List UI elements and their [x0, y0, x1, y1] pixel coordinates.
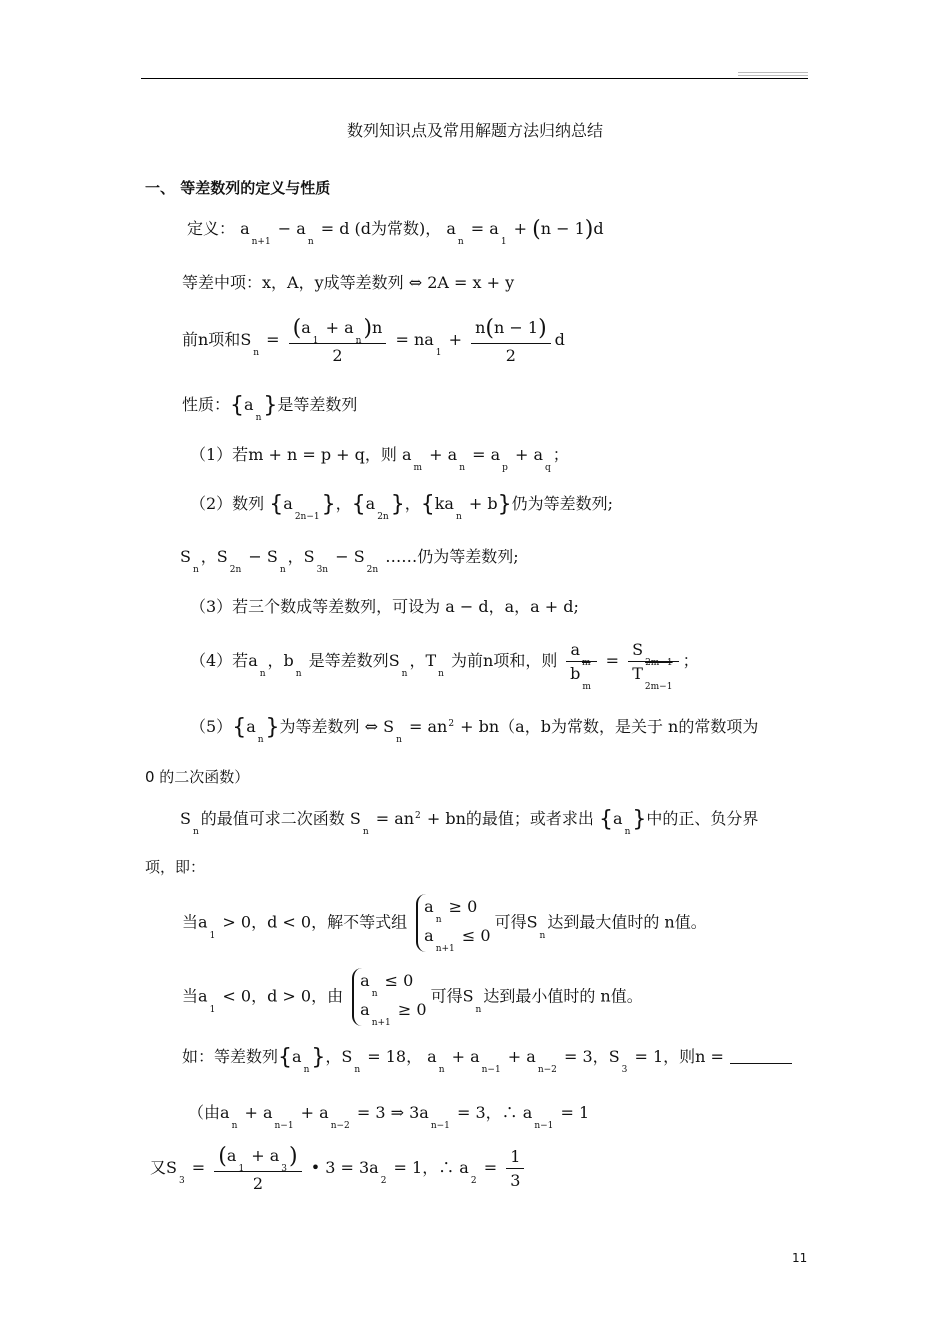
property-4: （4）若$a_n$，$b_n$ 是等差数列$S_n$，$T_n$ 为前n项和，则 $\frac{a_m}{b_m}$ = $\frac{S_{2m-1}}{T_{2m-1}}$ ； — [190, 640, 699, 692]
case-max-label: 当 — [182, 912, 199, 932]
property-1-condition: m + n = p + q，则 — [248, 445, 397, 464]
definition-line: 定义： $a_{n+1} - a_n = d$ (d为常数)， $a_n = a_1 + (n - 1)d$ — [187, 217, 604, 247]
fraction: $\frac{1}{3}$ — [506, 1147, 524, 1190]
property-1-label: （1）若 — [190, 445, 249, 464]
property-5-continuation: 0 的二次函数） — [145, 768, 250, 786]
solution-2-eq: = 1，∴ a — [393, 1158, 469, 1177]
definition-note: (d为常数)， — [354, 219, 442, 238]
solution-line-2: 又$S_3$ = $\frac{(a_1 + a_3)}{2}$ • $3 = 3a_2 = 1$，∴ $a_2$ = $\frac{1}{3}$ — [150, 1144, 528, 1193]
property-4-mid: 是等差数列 — [308, 651, 389, 670]
extremum-text-b: 的最值；或者求出 — [465, 809, 594, 828]
header-mark — [738, 72, 808, 73]
property-text: 是等差数列 — [277, 395, 358, 414]
extremum-continuation: 项，即： — [145, 858, 206, 876]
definition-label: 定义： — [187, 219, 236, 238]
extremum-text-c: 中的正、负分界 — [646, 809, 759, 828]
fraction: $\frac{(a_1 + a_3)}{2}$ — [214, 1144, 301, 1193]
example-text-1: = 18， — [367, 1047, 423, 1066]
header-mark — [738, 75, 808, 76]
example-text-3: = 1，则n = — [634, 1047, 724, 1066]
inequality-system: $a_n \ge 0$ $a_{n+1} \le 0$ — [416, 894, 490, 952]
case-max-condition: > 0，d < 0，解不等式组 — [222, 912, 408, 932]
example-label: 如：等差数列 — [182, 1047, 279, 1066]
sum-label: 前n项和 — [182, 330, 241, 349]
example-line: 如：等差数列$\{a_n\}$，$S_n = 18$， $a_n + a_{n-1} + a_{n-2} = 3$，$S_3 = 1$，则n = — [182, 1044, 792, 1070]
fraction: $\frac{a_m}{b_m}$ — [566, 640, 596, 683]
solution-line-1: （由$a_n + a_{n-1} + a_{n-2} = 3$ ⇒ $3a_{n-1} = 3$，∴ $a_{n-1} = 1$ — [188, 1103, 590, 1131]
solution-1-end: = 1 — [560, 1103, 590, 1122]
case-max: 当$a_1 > 0$，d < 0，解不等式组 $a_n \ge 0$ $a_{n+1} \le 0$可得$S_n$达到最大值时的 n值。 — [182, 894, 707, 952]
mean-text: x，A，y成等差数列 — [262, 273, 404, 292]
property-5-label: （5） — [190, 717, 233, 736]
case-min-label: 当 — [182, 986, 199, 1006]
fraction: $\frac{S_{2m-1}}{T_{2m-1}}$ — [628, 640, 679, 683]
inequality-system: $a_n \le 0$ $a_{n+1} \ge 0$ — [352, 968, 426, 1026]
property-2-tail: 仍为等差数列; — [511, 494, 613, 513]
case-min-tail: 达到最小值时的 n值。 — [483, 986, 643, 1006]
property-label: 性质： — [182, 395, 231, 414]
case-min-condition: < 0，d > 0，由 — [222, 986, 344, 1006]
answer-blank — [730, 1063, 792, 1064]
property-4-mid2: 为前n项和，则 — [451, 651, 558, 670]
property-2: （2）数列 $\{a_{2n-1}\}$，$\{a_{2n}\}$，$\{ka_n + b\}$仍为等差数列; — [190, 492, 613, 522]
section-heading: 一、 等差数列的定义与性质 — [145, 179, 331, 197]
solution-1-label: （由 — [188, 1103, 221, 1122]
property-1: （1）若m + n = p + q，则 $a_m + a_n = a_p + a_q$； — [190, 445, 569, 473]
property-5-mid: 为等差数列 — [279, 717, 360, 736]
example-text-2: = 3， — [564, 1047, 609, 1066]
solution-2-eq2: = — [483, 1158, 498, 1177]
arithmetic-mean-line: 等差中项：x，A，y成等差数列 ⇔ 2A = x + y — [182, 273, 515, 292]
case-min-get: 可得 — [430, 986, 463, 1006]
property-3: （3）若三个数成等差数列，可设为 a − d，a，a + d; — [190, 597, 579, 616]
case-min: 当$a_1 < 0$，d > 0，由 $a_n \le 0$ $a_{n+1} \ge 0$可得$S_n$达到最小值时的 n值。 — [182, 968, 643, 1026]
property-2-label: （2）数列 — [190, 494, 265, 513]
solution-1-tail: = 3，∴ a — [457, 1103, 533, 1122]
extremum-line: $S_n$的最值可求二次函数 $S_n = an^2$ + bn的最值；或者求出 $\{a_n\}$中的正、负分界 — [180, 807, 759, 837]
mean-label: 等差中项： — [182, 273, 263, 292]
fraction: $\frac{(a_1 + a_n)n}{2}$ — [289, 316, 387, 365]
property-2b-tail: ……仍为等差数列; — [385, 547, 519, 566]
page-number: 11 — [792, 1251, 808, 1265]
solution-2-label: 又 — [150, 1158, 167, 1177]
fraction: $\frac{n(n - 1)}{2}$ — [471, 316, 551, 365]
property-5: $(5)\{a_n\}$为等差数列 ⇔ $S_n = an^2 + bn(a$，b为常数，是关于 n的常数项为 — [190, 715, 759, 745]
case-max-tail: 达到最大值时的 n值。 — [547, 912, 707, 932]
property-line: 性质：$\{a_n\}$是等差数列 — [182, 393, 358, 423]
sum-formula-line: 前n项和$S_n$ = $\frac{(a_1 + a_n)n}{2}$ = $na_1$ + $\frac{n(n - 1)}{2}$ d — [182, 316, 565, 365]
header-rule — [141, 78, 808, 79]
case-max-get: 可得 — [494, 912, 527, 932]
property-4-label: （4）若 — [190, 651, 249, 670]
property-5-tail: （a，b为常数，是关于 n的常数项为 — [499, 717, 759, 736]
property-2-sums: $S_n$，$S_{2n} - S_n$，$S_{3n} - S_{2n}$ ……仍为等差数列; — [180, 547, 519, 575]
document-title: 数列知识点及常用解题方法归纳总结 — [346, 121, 603, 140]
solution-1-text: = 3 ⇒ 3a — [356, 1103, 429, 1122]
solution-2-text: • 3 = 3a — [310, 1158, 379, 1177]
extremum-text-a: 的最值可求二次函数 — [200, 809, 345, 828]
mean-formula: 2A = x + y — [427, 273, 515, 292]
